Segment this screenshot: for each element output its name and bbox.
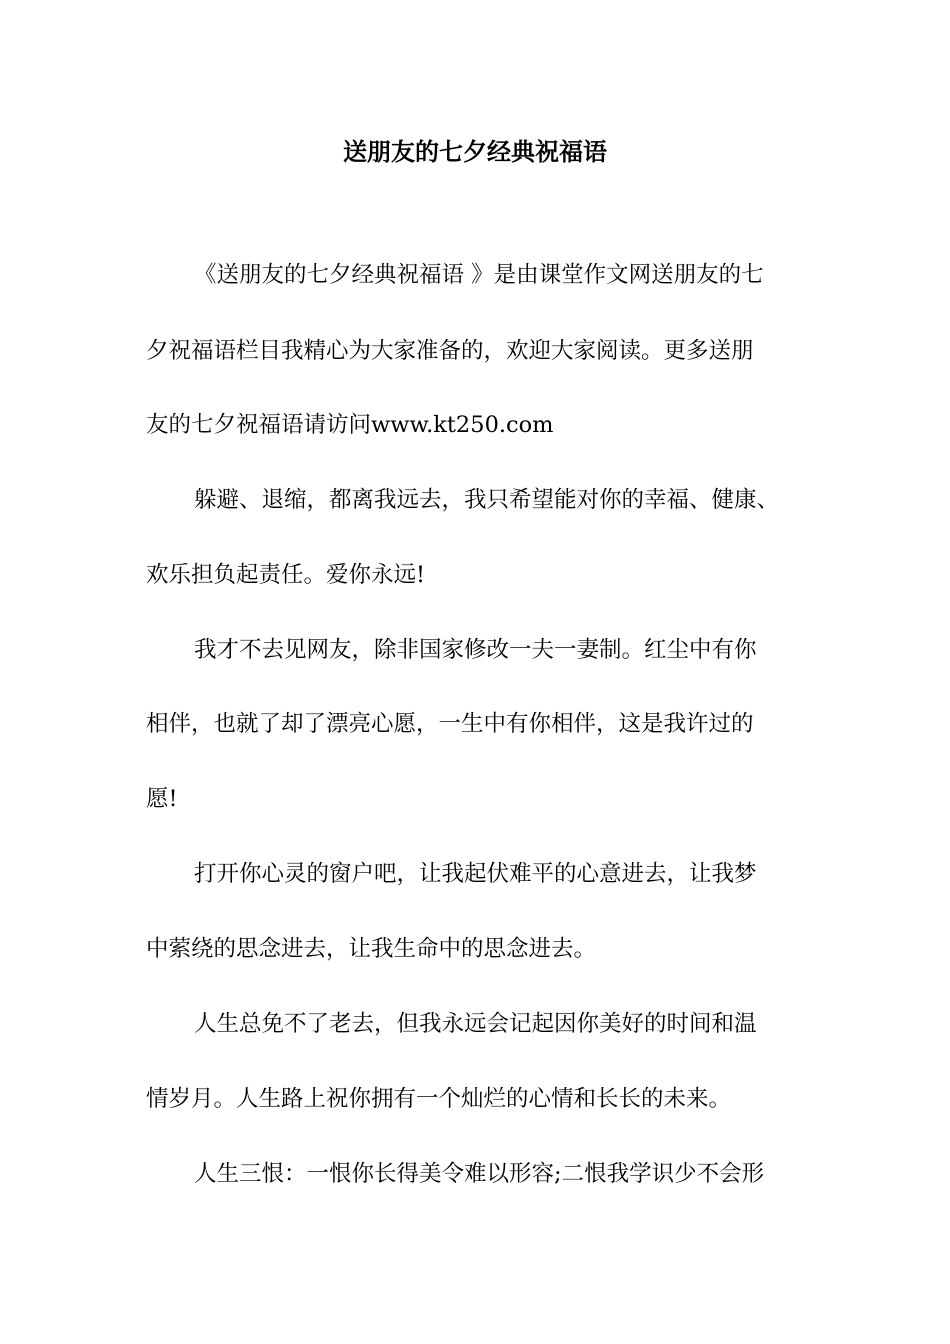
paragraph-1-line-2: 欢乐担负起责任。爱你永远!	[146, 562, 426, 588]
paragraph-2-line-3: 愿!	[146, 786, 178, 812]
intro-line-1: 《送朋友的七夕经典祝福语 》是由课堂作文网送朋友的七	[194, 262, 764, 288]
paragraph-5-line-1: 人生三恨：一恨你长得美令难以形容;二恨我学识少不会形	[194, 1161, 765, 1187]
paragraph-4-line-2: 情岁月。人生路上祝你拥有一个灿烂的心情和长长的未来。	[146, 1086, 732, 1112]
paragraph-1-line-1: 躲避、退缩，都离我远去，我只希望能对你的幸福、健康、	[194, 487, 780, 513]
paragraph-3-line-2: 中萦绕的思念进去，让我生命中的思念进去。	[146, 936, 597, 962]
intro-line-3: 友的七夕祝福语请访问www.kt250.com	[146, 412, 554, 438]
paragraph-3-line-1: 打开你心灵的窗户吧，让我起伏难平的心意进去，让我梦	[194, 861, 757, 887]
paragraph-2-line-1: 我才不去见网友，除非国家修改一夫一妻制。红尘中有你	[194, 637, 757, 663]
intro-line-2: 夕祝福语栏目我精心为大家准备的，欢迎大家阅读。更多送朋	[146, 338, 754, 364]
paragraph-4-line-1: 人生总免不了老去，但我永远会记起因你美好的时间和温	[194, 1011, 757, 1037]
document-title: 送朋友的七夕经典祝福语	[343, 137, 607, 166]
paragraph-2-line-2: 相伴，也就了却了漂亮心愿，一生中有你相伴，这是我许过的	[146, 711, 754, 737]
